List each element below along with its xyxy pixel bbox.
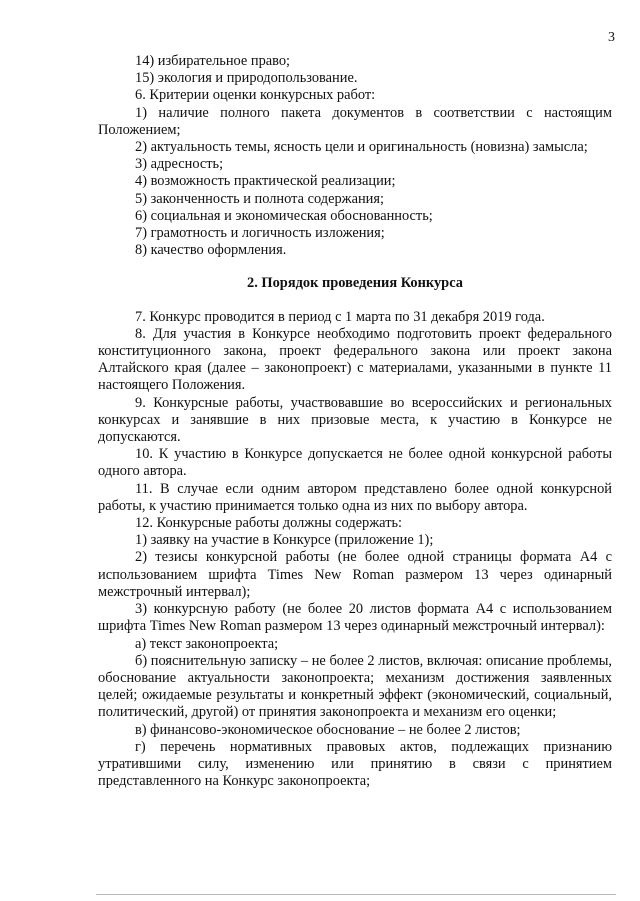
list-item: 1) наличие полного пакета документов в соответствии с настоящим Положением; xyxy=(98,104,612,138)
page-number: 3 xyxy=(608,30,615,45)
list-item: 6) социальная и экономическая обоснованность; xyxy=(135,207,433,224)
paragraph: 9. Конкурсные работы, участвовавшие во всероссийских и региональных конкурсах и занявшие в них призовые места, к участию в Конкурсе не допускаются. xyxy=(98,394,612,446)
list-item: 5) законченность и полнота содержания; xyxy=(135,190,384,207)
paragraph: 12. Конкурсные работы должны содержать: xyxy=(135,515,403,532)
list-item: 3) адресность; xyxy=(135,156,224,173)
list-item: 3) конкурсную работу (не более 20 листов формата А4 с использованием шрифта Times New Roman размером 13 через одинарный межстрочный интервал): xyxy=(98,601,612,635)
scan-edge-line xyxy=(96,894,616,895)
paragraph: 7. Конкурс проводится в период с 1 марта по 31 декабря 2019 года. xyxy=(135,308,545,325)
paragraph: 10. К участию в Конкурсе допускается не более одной конкурсной работы одного автора. xyxy=(98,446,612,480)
list-item: 1) заявку на участие в Конкурсе (приложение 1); xyxy=(135,532,434,549)
list-item: 2) актуальность темы, ясность цели и оригинальность (новизна) замысла; xyxy=(135,139,588,156)
list-item: г) перечень нормативных правовых актов, подлежащих признанию утратившими силу, изменению или принятию в связи с принятием представленного на Конкурс законопроекта; xyxy=(98,738,612,790)
paragraph: 11. В случае если одним автором представлено более одной конкурсной работы, к участию принимается только одна из них по выбору автора. xyxy=(98,480,612,514)
document-body xyxy=(98,53,612,790)
section-heading: 2. Порядок проведения Конкурса xyxy=(247,275,463,292)
list-item: 15) экология и природопользование. xyxy=(135,70,358,87)
list-item: 14) избирательное право; xyxy=(135,53,291,69)
list-item: 2) тезисы конкурсной работы (не более одной страницы формата А4 с использованием шрифта Times New Roman размером 13 через одинарный межстрочный интервал); xyxy=(98,549,612,600)
list-item: 8) качество оформления. xyxy=(135,242,287,259)
list-item: б) пояснительную записку – не более 2 листов, включая: описание проблемы, обоснование актуальности законопроекта; механизм достижения заявленных целей; ожидаемые результаты и конкретный эффект (экономический, социальный, политический, другой) от принятия законопроекта и механизм его оценки; xyxy=(98,652,612,721)
paragraph: 6. Критерии оценки конкурсных работ: xyxy=(135,87,376,104)
list-item: 4) возможность практической реализации; xyxy=(135,173,396,190)
list-item: в) финансово-экономическое обоснование – не более 2 листов; xyxy=(135,721,521,738)
paragraph: 8. Для участия в Конкурсе необходимо подготовить проект федерального конституционного закона, проект федерального закона или проект закона Алтайского края (далее – законопроект) с материалами, указанными в пункте 11 настоящего Положения. xyxy=(98,325,612,394)
list-item: 7) грамотность и логичность изложения; xyxy=(135,225,385,242)
list-item: а) текст законопроекта; xyxy=(135,635,279,652)
